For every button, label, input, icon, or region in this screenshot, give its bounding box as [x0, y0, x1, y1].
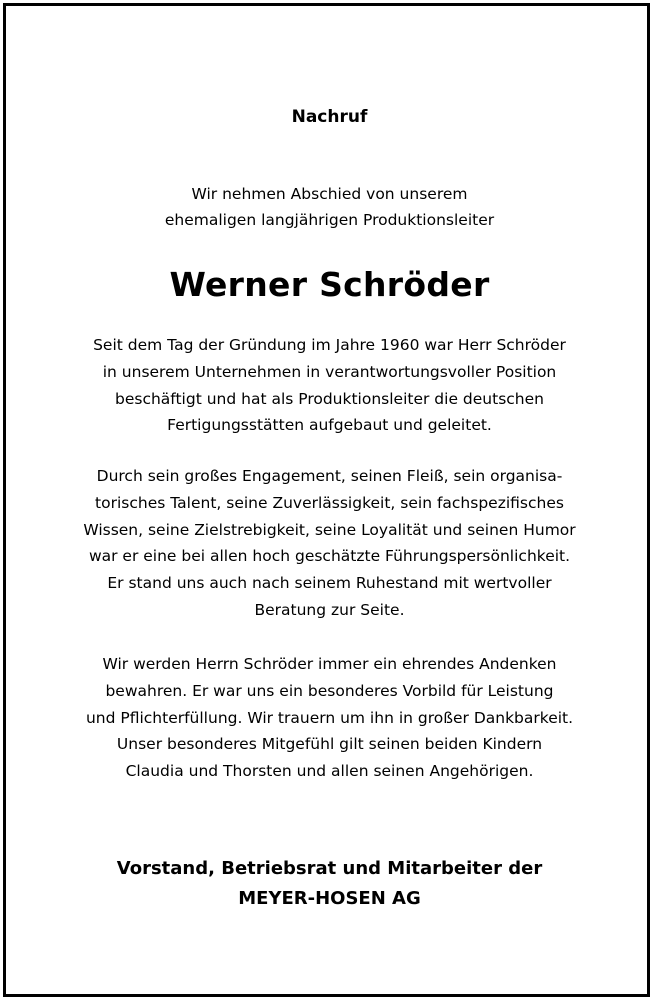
paragraph-line: bewahren. Er war uns ein besonderes Vorbild für Leistung: [105, 681, 554, 700]
paragraph-line: Fertigungsstätten aufgebaut und geleitet.: [167, 416, 492, 435]
paragraph-line: Unser besonderes Mitgefühl gilt seinen beiden Kindern: [116, 735, 543, 754]
intro-line: ehemaligen langjährigen Produktionsleiter: [164, 211, 495, 229]
paragraph-condolences: [6, 651, 653, 785]
paragraph-line: beschäftigt und hat als Produktionsleiter die deutschen: [115, 389, 544, 408]
deceased-name: Werner Schröder: [169, 265, 490, 304]
paragraph-line: Wissen, seine Zielstrebigkeit, seine Loyalität und seinen Humor: [83, 520, 576, 539]
paragraph-line: torisches Talent, seine Zuverlässigkeit, sein fachspezifisches: [95, 493, 564, 512]
signature-block: [6, 854, 653, 914]
paragraph-line: Beratung zur Seite.: [254, 600, 405, 619]
obituary-frame: [3, 3, 650, 997]
paragraph-line: Wir werden Herrn Schröder immer ein ehrendes Andenken: [102, 655, 557, 673]
company-name: MEYER-HOSEN AG: [238, 888, 421, 909]
paragraph-line: Seit dem Tag der Gründung im Jahre 1960 war Herr Schröder: [93, 336, 566, 354]
intro-text: [6, 181, 653, 233]
paragraph-line: Claudia und Thorsten und allen seinen Angehörigen.: [125, 762, 534, 781]
intro-line: Wir nehmen Abschied von unserem: [191, 185, 468, 203]
paragraph-line: und Pflichterfüllung. Wir trauern um ihn in großer Dankbarkeit.: [85, 708, 574, 727]
paragraph-qualities: [6, 463, 653, 624]
paragraph-career: [6, 332, 653, 439]
paragraph-line: Er stand uns auch nach seinem Ruhestand mit wertvoller: [107, 574, 552, 593]
paragraph-line: war er eine bei allen hoch geschätzte Führungspersönlichkeit.: [88, 547, 571, 566]
paragraph-line: Durch sein großes Engagement, seinen Fleiß, sein organisa-: [96, 467, 563, 485]
notice-heading: Nachruf: [291, 107, 368, 127]
signature-line: Vorstand, Betriebsrat und Mitarbeiter der: [116, 858, 543, 879]
paragraph-line: in unserem Unternehmen in verantwortungsvoller Position: [102, 362, 557, 381]
